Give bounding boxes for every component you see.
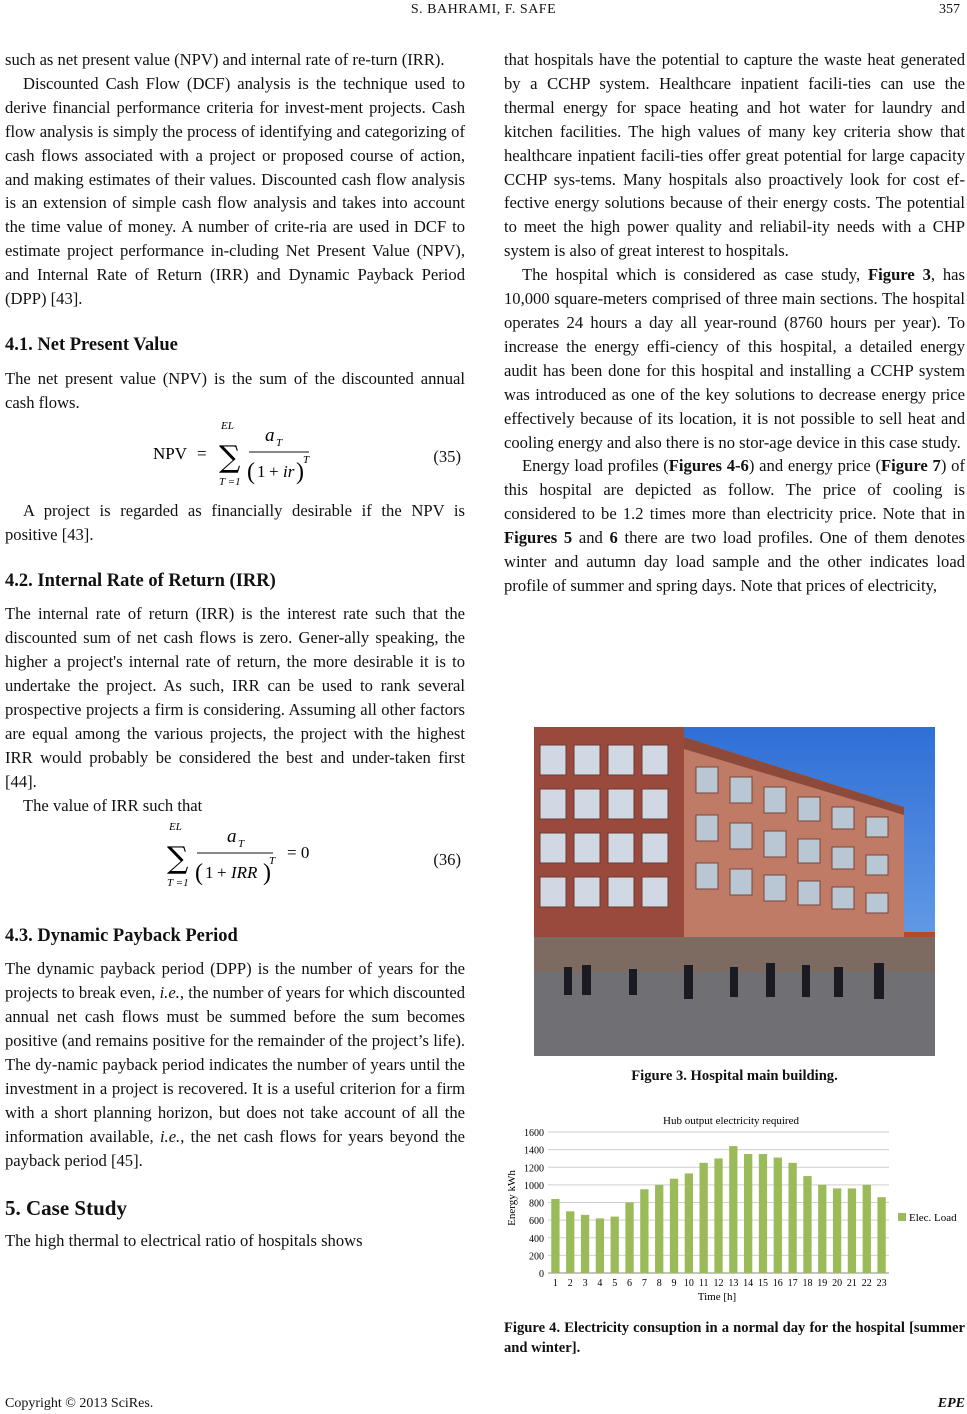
bar [744,1154,752,1273]
x-tick-labels [553,1278,887,1289]
bar [596,1218,604,1273]
x-tick-label: 6 [627,1278,633,1289]
bar [566,1211,574,1273]
right-column [504,48,965,598]
x-tick-label: 15 [757,1278,768,1289]
x-tick-label: 8 [656,1278,662,1289]
bar [833,1188,841,1273]
figure-ref: Figure 3 [868,265,931,285]
y-tick-label: 1400 [524,1145,544,1157]
page-number: 357 [939,2,960,17]
bar [848,1188,856,1273]
paragraph: such as net present value (NPV) and internal rate of re-turn (IRR). [5,50,445,69]
legend-label: Elec. Load [909,1212,957,1224]
x-tick-label: 11 [698,1278,709,1289]
bar [655,1185,663,1273]
equals-sign: = [197,443,207,463]
right-paren: ) [296,458,304,485]
den-plus: + [269,461,279,481]
irr-formula [165,818,365,902]
figure-ref: Figure 7 [881,456,941,476]
x-tick-label: 5 [612,1278,618,1289]
x-tick-label: 21 [846,1278,857,1289]
sum-symbol: ∑ [167,840,189,876]
npv-symbol: NPV [153,443,188,463]
numerator-a: a [265,424,275,446]
x-tick-label: 13 [728,1278,739,1289]
italic-ie: i.e. [159,983,180,1003]
bar [685,1173,693,1273]
sum-lower-limit: T =1 [219,475,241,488]
text-run: ) and energy price ( [748,456,882,476]
text-run: , the number of years for which discounted annual net cash flows must be summed before the sum becomes positive (and remains positive for the remainder of the project’s life). The dy-namic payback period indicates the number of years until the investment in a project is recovered. It is a useful criterion for a firm with a short planning horizon, but does not take account of all the information available, [5,983,465,1146]
x-tick-label: 18 [802,1278,813,1289]
journal-name: EPE [937,1396,965,1411]
bar [714,1158,722,1273]
x-tick-label: 7 [641,1278,647,1289]
x-tick-label: 1 [552,1278,558,1289]
y-tick-label: 400 [529,1233,544,1245]
sum-upper-limit: EL [221,419,234,432]
x-tick-label: 17 [787,1278,798,1289]
text-run: , has 10,000 square-meters comprised of three main sections. The hospital operates 24 hours a day all year-round (8760 hours per year). To increase the energy effi-ciency of this hospital, a detailed energy audit has been done for this hospital and installing a CCHP system was introduced as one of the key solutions to decrease energy price effectively because of its location, it is not possible to sell heat and cooling energy and also there is no stor-age device in this case study. [504,265,966,452]
paragraph [504,263,965,454]
x-tick-label: 4 [597,1278,603,1289]
legend-swatch [898,1213,906,1221]
y-axis-label: Energy kWh [506,1170,518,1226]
bar [611,1217,619,1273]
y-tick-label: 1000 [524,1180,544,1192]
y-tick-label: 600 [529,1216,544,1228]
y-tick-labels [524,1128,544,1280]
bar [551,1199,559,1273]
numerator-subscript: T [238,837,245,850]
paragraph: The high thermal to electrical ratio of hospitals shows [5,1230,363,1250]
bar [759,1154,767,1273]
x-tick-label: 10 [683,1278,694,1289]
section-heading-4-3: 4.3. Dynamic Payback Period [5,925,238,946]
sum-symbol: ∑ [219,439,241,475]
bar [581,1215,589,1273]
text-run: , the net cash flows for years beyond the payback period [45]. [5,1126,465,1170]
page-header [0,0,967,22]
bar [877,1197,885,1273]
figure-ref: Figures 4-6 [668,456,749,476]
den-exponent: T [303,453,310,466]
left-paren: ( [247,458,255,485]
rhs-zero: = 0 [287,842,310,862]
x-tick-label: 3 [582,1278,588,1289]
y-tick-label: 0 [539,1269,544,1280]
bar [863,1185,871,1273]
equation-35 [5,415,465,499]
x-tick-label: 14 [743,1278,754,1289]
bar [788,1163,796,1273]
running-authors: S. BAHRAMI, F. SAFE [410,2,557,17]
x-tick-label: 2 [567,1278,573,1289]
bar [625,1203,633,1274]
x-tick-label: 19 [817,1278,828,1289]
den-exponent: T [269,854,276,867]
hospital-building-photo [534,727,935,1056]
chart-title: Hub output electricity required [663,1115,799,1127]
y-tick-label: 800 [529,1198,544,1210]
den-one: 1 [257,461,266,481]
bar [803,1176,811,1273]
x-tick-label: 12 [713,1278,724,1289]
left-paren: ( [195,859,203,886]
figure-4-caption: Figure 4. Electricity consuption in a normal day for the hospital [summer and winter]. [504,1320,965,1356]
numerator-a: a [227,825,237,847]
bar [729,1146,737,1273]
paragraph: The internal rate of return (IRR) is the interest rate such that the discounted sum of net cash flows is zero. Gener-ally speaking, the higher a project's internal rate of return, the more desirable it is to undertake the project. As such, IRR can be used to rank several prospective projects a firm is considering. Assuming all other factors are equal among the various projects, the project with the highest IRR would probably be considered the best and under-taken first [44]. [5,604,465,791]
sum-lower-limit: T =1 [167,876,189,889]
y-tick-label: 200 [529,1251,544,1263]
right-paren: ) [263,859,271,886]
y-tick-label: 1200 [524,1163,544,1175]
den-one: 1 [205,862,214,882]
equation-number: (36) [433,849,461,869]
den-plus: + [217,862,227,882]
bar [640,1189,648,1273]
npv-formula [153,415,353,499]
bar [774,1158,782,1273]
chart-bars [551,1146,885,1273]
section-heading-4-2: 4.2. Internal Rate of Return (IRR) [5,570,276,591]
equation-number: (35) [433,446,461,466]
x-axis-label: Time [h] [697,1291,737,1303]
x-tick-label: 9 [671,1278,677,1289]
section-heading-5: 5. Case Study [5,1195,127,1220]
text-run: The hospital which is considered as case study, [522,265,869,285]
paragraph [5,957,465,1172]
paragraph: The net present value (NPV) is the sum of the discounted annual cash flows. [5,368,465,412]
paragraph: The value of IRR such that [23,795,203,815]
text-run: and [572,528,610,548]
bar [818,1185,826,1273]
text-run: Energy load profiles ( [522,456,669,476]
x-tick-label: 22 [861,1278,872,1289]
sum-upper-limit: EL [169,820,182,833]
equation-36 [5,818,465,902]
text-run: there are two load profiles. One of them denotes winter and autumn day load sample and the other indicates load profile of summer and spring days. Note that prices of electricity, [504,528,966,595]
figure-3-caption: Figure 3. Hospital main building. [631,1068,838,1084]
section-heading-4-1: 4.1. Net Present Value [5,334,178,355]
paragraph: A project is regarded as financially desirable if the NPV is positive [43]. [5,500,465,544]
x-tick-label: 20 [832,1278,843,1289]
text-run: The dynamic payback period (DPP) is the number of years for the projects to break even, [5,959,465,1003]
electricity-load-bar-chart [506,1110,966,1305]
den-variable: ir [283,461,295,481]
x-tick-label: 23 [876,1278,887,1289]
paragraph: that hospitals have the potential to capture the waste heat generated by a CCHP system. Healthcare inpatient facili-ties can use the thermal energy for space heating and hot water for laundry and kitchen facilities. The high values of many key criteria show that healthcare inpatient facili-ties offer great potential for large capacity CCHP sys-tems. Many hospitals also proactively look for cost ef-fective energy solutions because of their energy costs. The potential to meet the high power quality and reliabil-ity needs with a CHP system is also of great interest to hospitals. [504,50,965,261]
text-run: ) of this hospital are depicted as follow. The price of cooling is considered to be 1.2 times more than electricity price. Note that in [504,456,965,524]
paragraph [504,454,965,597]
copyright: Copyright © 2013 SciRes. [5,1396,154,1411]
numerator-subscript: T [276,436,283,449]
den-variable: IRR [231,862,258,882]
bar [670,1179,678,1273]
italic-ie: i.e. [159,1126,181,1146]
left-column [5,48,465,1252]
x-tick-label: 16 [772,1278,783,1289]
figure-ref: 6 [609,528,618,548]
bar [700,1163,708,1273]
figure-ref: Figures 5 [504,528,573,548]
y-tick-label: 1600 [524,1128,544,1139]
paragraph: Discounted Cash Flow (DCF) analysis is the technique used to derive financial performance criteria for invest-ment projects. Cash flow analysis is simply the process of identifying and categorizing of cash flows associated with a project or proposed course of action, and making estimates of their values. Discounted cash flow analysis is an extension of simple cash flow analysis and takes into account the time value of money. A number of crite-ria are used in DCF to estimate project performance in-cluding Net Present Value (NPV), and Internal Rate of Return (IRR) and Dynamic Payback Period (DPP) [43]. [5,73,465,309]
